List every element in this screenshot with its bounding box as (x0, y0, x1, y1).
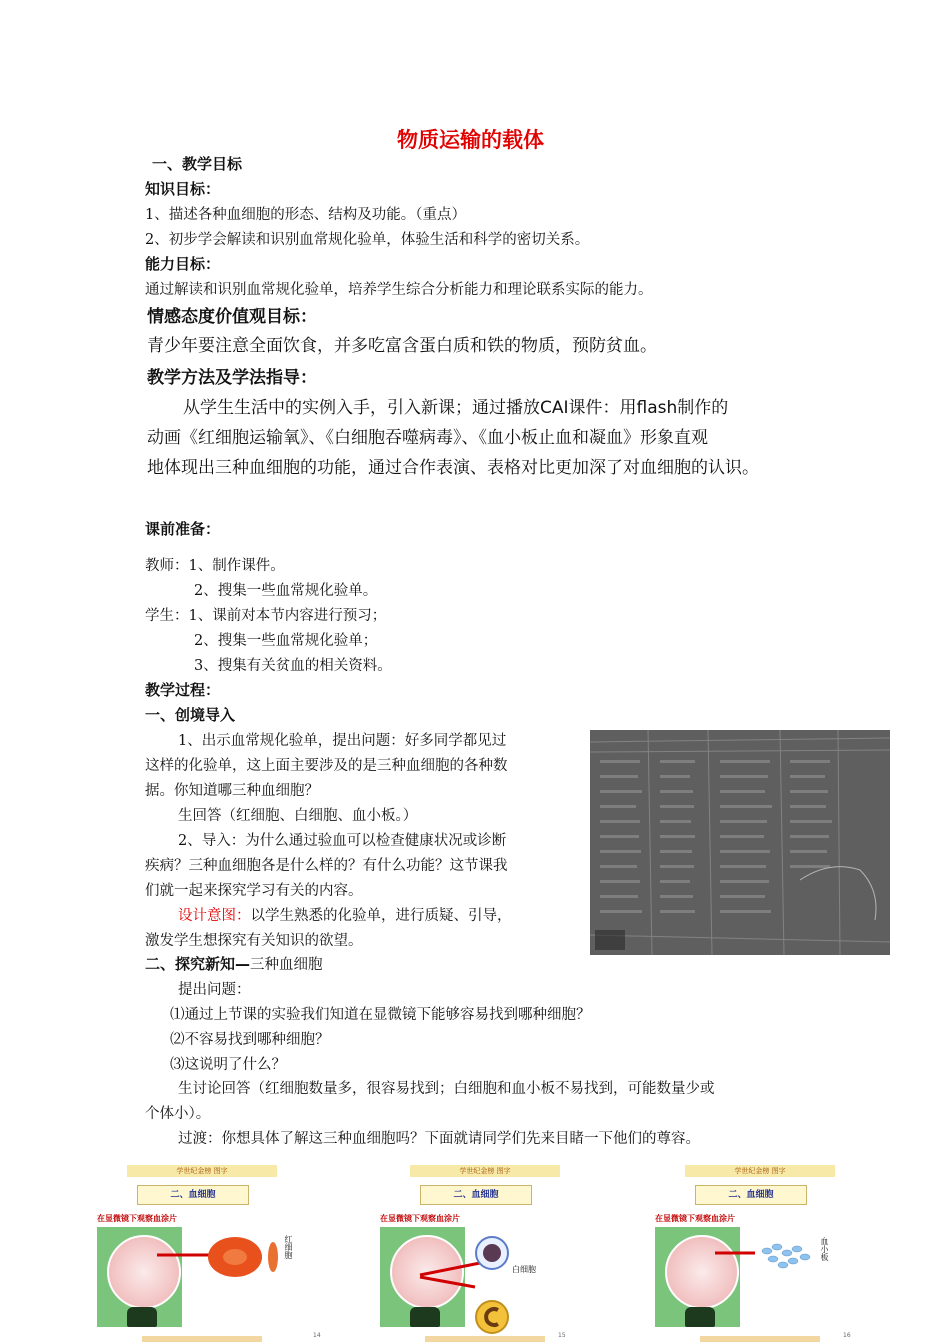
slide-footer (700, 1336, 820, 1342)
slide-white-blood-cell (380, 1165, 565, 1344)
design-text: 以学生熟悉的化验单，进行质疑、引导， (250, 908, 512, 924)
explore-line: ⑵不容易找到哪种细胞？ (170, 1032, 330, 1048)
slide-label: 二、血细胞 (695, 1185, 807, 1205)
report-texture (590, 730, 890, 955)
intro-line: 这样的化验单，这上面主要涉及的是三种血细胞的各种数 (145, 758, 508, 774)
knowledge-item: 1、描述各种血细胞的形态、结构及功能。（重点） (145, 207, 466, 223)
explore-line: 个体小）。 (145, 1106, 211, 1122)
design-label: 设计意图： (178, 908, 251, 924)
intro-line: 2、导入：为什么通过验血可以检查健康状况或诊断 (178, 833, 507, 849)
explore-heading (145, 953, 323, 974)
design-intent (178, 904, 512, 925)
slide-page-number: 14 (313, 1332, 321, 1339)
slide-platelet (655, 1165, 851, 1344)
objectives-heading: 一、教学目标 (152, 155, 243, 173)
process-heading: 教学过程： (145, 681, 221, 699)
slide-label: 二、血细胞 (137, 1185, 249, 1205)
method-heading: 教学方法及学法指导： (147, 368, 317, 388)
teacher-line: 2、搜集一些血常规化验单。 (194, 583, 378, 599)
slide-banner: 学世纪金榜 图字 (685, 1165, 835, 1177)
intro-line: 据。你知道哪三种血细胞？ (145, 783, 319, 799)
page-title: 物质运输的载体 (397, 128, 544, 152)
slide-banner: 学世纪金榜 图字 (410, 1165, 560, 1177)
slide-caption: 在显微镜下观察血涂片 (380, 1214, 460, 1223)
explore-line: 提出问题： (178, 982, 251, 998)
intro-line: 1、出示血常规化验单，提出问题：好多同学都见过 (178, 733, 507, 749)
student-line: 学生：1、课前对本节内容进行预习； (145, 608, 387, 624)
slide-footer (142, 1336, 262, 1342)
knowledge-item: 2、初步学会解读和识别血常规化验单，体验生活和科学的密切关系。 (145, 232, 590, 248)
student-line: 3、搜集有关贫血的相关资料。 (194, 658, 392, 674)
platelet-illustration (655, 1225, 830, 1335)
intro-heading: 一、创境导入 (145, 706, 236, 724)
explore-line: 过渡：你想具体了解这三种血细胞吗？下面就请同学们先来目睹一下他们的尊容。 (178, 1131, 700, 1147)
method-line: 从学生生活中的实例入手，引入新课；通过播放CAI课件：用flash制作的 (183, 398, 729, 418)
slide-banner: 学世纪金榜 图字 (127, 1165, 277, 1177)
design-text-cont: 激发学生想探究有关知识的欲望。 (145, 933, 363, 949)
explore-line: ⑶这说明了什么？ (170, 1057, 286, 1073)
slide-caption: 在显微镜下观察血涂片 (97, 1214, 177, 1223)
cell-label: 红细胞 (284, 1235, 293, 1259)
method-line: 动画《红细胞运输氧》、《白细胞吞噬病毒》、《血小板止血和凝血》形象直观 (147, 428, 708, 448)
cell-label: 血小板 (820, 1237, 829, 1261)
emotion-text: 青少年要注意全面饮食，并多吃富含蛋白质和铁的物质，预防贫血。 (147, 336, 657, 356)
intro-line: 们就一起来探究学习有关的内容。 (145, 883, 363, 899)
student-line: 2、搜集一些血常规化验单； (194, 633, 378, 649)
method-line: 地体现出三种血细胞的功能，通过合作表演、表格对比更加深了对血细胞的认识。 (147, 458, 759, 478)
red-cell-illustration (97, 1225, 282, 1335)
cell-label: 白细胞 (512, 1265, 536, 1274)
blood-test-report-photo (590, 730, 890, 955)
explore-heading-rest: 三种血细胞 (250, 957, 323, 973)
explore-line: ⑴通过上节课的实验我们知道在显微镜下能够容易找到哪种细胞？ (170, 1007, 591, 1023)
intro-line: 生回答（红细胞、白细胞、血小板。） (178, 808, 418, 824)
slide-footer (425, 1336, 545, 1342)
explore-heading-bold: 二、探究新知— (145, 955, 251, 973)
teacher-line: 教师：1、制作课件。 (145, 558, 285, 574)
ability-text: 通过解读和识别血常规化验单，培养学生综合分析能力和理论联系实际的能力。 (145, 282, 653, 298)
slide-caption: 在显微镜下观察血涂片 (655, 1214, 735, 1223)
knowledge-heading: 知识目标： (145, 180, 221, 198)
slide-red-blood-cell (97, 1165, 321, 1344)
prep-heading: 课前准备： (145, 520, 221, 538)
slide-label: 二、血细胞 (420, 1185, 532, 1205)
ability-heading: 能力目标： (145, 255, 221, 273)
slide-page-number: 15 (558, 1332, 566, 1339)
emotion-heading: 情感态度价值观目标： (147, 307, 317, 327)
explore-line: 生讨论回答（红细胞数量多，很容易找到；白细胞和血小板不易找到，可能数量少或 (178, 1081, 715, 1097)
intro-line: 疾病？三种血细胞各是什么样的？有什么功能？这节课我 (145, 858, 508, 874)
slide-page-number: 16 (843, 1332, 851, 1339)
white-cell-illustration (380, 1225, 565, 1340)
